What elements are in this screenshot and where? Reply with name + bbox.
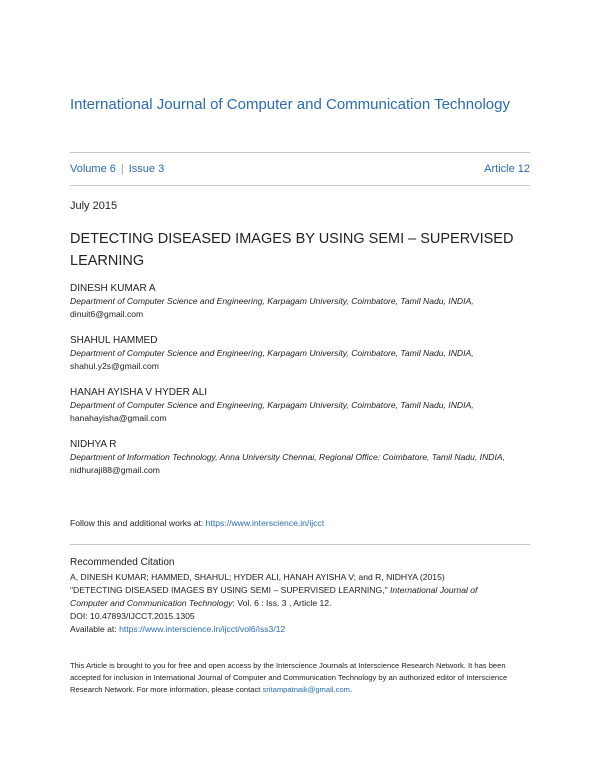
article-link[interactable]: Article 12 bbox=[484, 163, 530, 175]
author-name: NIDHYA R bbox=[70, 439, 117, 450]
author-affiliation: Department of Computer Science and Engineering, Karpagam University, Coimbatore, Tamil Nadu, INDIA, bbox=[70, 400, 474, 410]
follow-line bbox=[70, 518, 324, 528]
divider-top bbox=[70, 152, 530, 153]
separator: | bbox=[120, 163, 124, 175]
follow-text: Follow this and additional works at: bbox=[70, 518, 206, 528]
author-entry bbox=[70, 386, 530, 425]
notice-end: . bbox=[349, 685, 353, 694]
citation-doi: DOI: 10.47893/IJCCT.2015.1305 bbox=[70, 611, 195, 621]
volume-issue-row bbox=[70, 163, 530, 175]
author-name: DINESH KUMAR A bbox=[70, 283, 156, 294]
publication-date: July 2015 bbox=[70, 200, 118, 212]
available-link[interactable]: https://www.interscience.in/ijcct/vol6/iss3/12 bbox=[119, 624, 286, 634]
author-name: SHAHUL HAMMED bbox=[70, 335, 158, 346]
follow-link[interactable]: https://www.interscience.in/ijcct bbox=[205, 518, 325, 528]
contact-email-link[interactable]: sritampatnaik@gmail.com bbox=[262, 685, 350, 694]
author-list bbox=[70, 282, 530, 490]
author-affiliation: Department of Computer Science and Engineering, Karpagam University, Coimbatore, Tamil Nadu, INDIA, bbox=[70, 296, 474, 306]
citation-authors: A, DINESH KUMAR; HAMMED, SHAHUL; HYDER ALI, HANAH AYISHA V; and R, NIDHYA (2015) bbox=[70, 572, 445, 582]
author-email: hanahayisha@gmail.com bbox=[70, 413, 167, 423]
citation-available bbox=[70, 623, 530, 636]
citation-title: "DETECTING DISEASED IMAGES BY USING SEMI – SUPERVISED LEARNING," bbox=[70, 585, 391, 595]
citation-journal-line bbox=[70, 597, 530, 610]
volume-link[interactable]: Volume 6 bbox=[70, 163, 116, 175]
available-label: Available at: bbox=[70, 624, 120, 634]
citation-volume: : Vol. 6 : Iss. 3 , Article 12. bbox=[232, 598, 332, 608]
citation-block bbox=[70, 571, 530, 636]
article-title: DETECTING DISEASED IMAGES BY USING SEMI – SUPERVISED LEARNING bbox=[70, 231, 514, 269]
author-email: nidhuraji88@gmail.com bbox=[70, 465, 160, 475]
divider-bottom bbox=[70, 185, 530, 186]
citation-journal-part2: Computer and Communication Technology bbox=[70, 598, 233, 608]
citation-title-line bbox=[70, 584, 530, 597]
author-name: HANAH AYISHA V HYDER ALI bbox=[70, 387, 208, 398]
issue-link[interactable]: Issue 3 bbox=[128, 163, 165, 175]
author-email: shahul.y2s@gmail.com bbox=[70, 361, 159, 371]
author-affiliation-text: Department of Information Technology, Anna University Chennai, Regional Office: Coimbatore, Tamil Nadu, INDIA, bbox=[70, 452, 505, 462]
divider-citation bbox=[70, 544, 530, 545]
author-entry bbox=[70, 438, 530, 477]
author-entry bbox=[70, 282, 530, 321]
recommended-citation-heading: Recommended Citation bbox=[70, 557, 175, 568]
access-notice bbox=[70, 660, 520, 696]
journal-title[interactable]: International Journal of Computer and Communication Technology bbox=[70, 96, 510, 113]
author-affiliation: Department of Computer Science and Engineering, Karpagam University, Coimbatore, Tamil Nadu, INDIA, bbox=[70, 348, 474, 358]
author-email: dinuit6@gmail.com bbox=[70, 309, 144, 319]
notice-text: This Article is brought to you for free and open access by the Interscience Journals at Interscience Research Network. It has been accepted for inclusion in International Journal of Computer and Communication Technology by an authorized editor of Interscience Research Network. For more information, please contact bbox=[70, 661, 508, 694]
citation-journal-part1: International Journal of bbox=[390, 585, 478, 595]
author-affiliation bbox=[70, 451, 530, 477]
author-entry bbox=[70, 334, 530, 373]
